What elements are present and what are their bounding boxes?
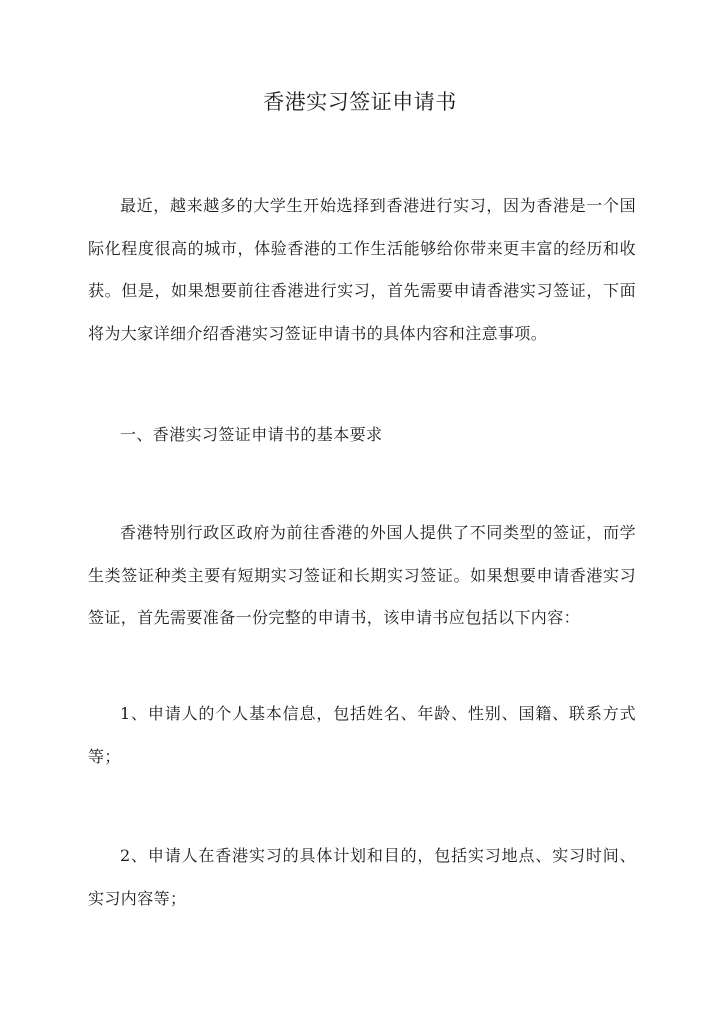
list-item-1: 1、申请人的个人基本信息，包括姓名、年龄、性别、国籍、联系方式等；	[88, 704, 636, 766]
section-heading: 一、香港实习签证申请书的基本要求	[120, 425, 383, 444]
document-title: 香港实习签证申请书	[263, 90, 457, 114]
section-body-paragraph: 香港特别行政区政府为前往香港的外国人提供了不同类型的签证，而学生类签证种类主要有短期实习签证和长期实习签证。如果想要申请香港实习签证，首先需要准备一份完整的申请书，该申请书应包括以下内容：	[88, 523, 636, 627]
intro-paragraph: 最近，越来越多的大学生开始选择到香港进行实习，因为香港是一个国际化程度很高的城市，体验香港的工作生活能够给你带来更丰富的经历和收获。但是，如果想要前往香港进行实习，首先需要申请香港实习签证，下面将为大家详细介绍香港实习签证申请书的具体内容和注意事项。	[88, 196, 636, 343]
list-item-2: 2、申请人在香港实习的具体计划和目的，包括实习地点、实习时间、实习内容等；	[88, 846, 636, 908]
